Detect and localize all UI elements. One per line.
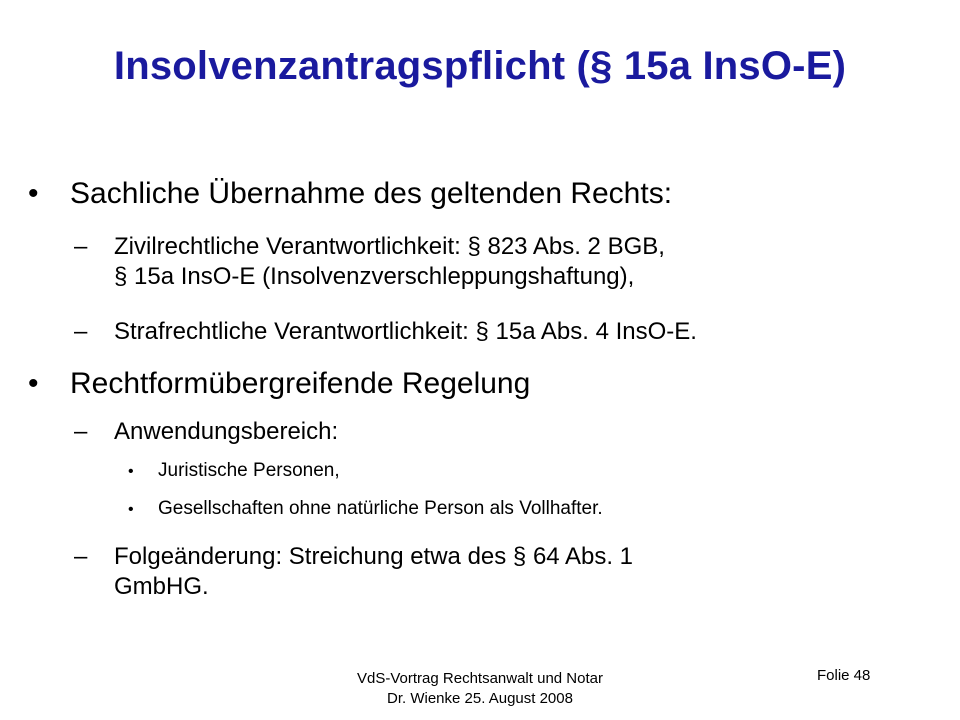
sub-bullet-line: Anwendungsbereich: bbox=[114, 418, 339, 445]
slide-title: Insolvenzantragspflicht (§ 15a InsO-E) bbox=[113, 44, 847, 88]
sub-sub-bullet-item bbox=[128, 459, 340, 484]
bullet-item bbox=[28, 176, 672, 212]
slide-number: Folie 48 bbox=[817, 667, 871, 684]
sub-bullet-item bbox=[74, 317, 697, 347]
sub-sub-bullet-text: Gesellschaften ohne natürliche Person als Vollhafter. bbox=[158, 498, 603, 519]
dash-marker: – bbox=[74, 318, 88, 345]
sub-bullet-line: GmbHG. bbox=[114, 573, 209, 600]
footer-line: Dr. Wienke 25. August 2008 bbox=[387, 690, 573, 707]
sub-bullet-line: Folgeänderung: Streichung etwa des § 64 Abs. 1 bbox=[114, 543, 634, 570]
sub-sub-bullet-text: Juristische Personen, bbox=[158, 460, 340, 481]
bullet-item bbox=[28, 366, 530, 402]
bullet-marker: • bbox=[128, 501, 134, 518]
sub-bullet-line: Strafrechtliche Verantwortlichkeit: § 15a Abs. 4 InsO-E. bbox=[114, 318, 697, 345]
bullet-marker: • bbox=[28, 367, 39, 400]
dash-marker: – bbox=[74, 543, 88, 570]
sub-bullet-item bbox=[74, 232, 665, 292]
sub-bullet-line: Zivilrechtliche Verantwortlichkeit: § 823 Abs. 2 BGB, bbox=[114, 233, 665, 260]
dash-marker: – bbox=[74, 233, 88, 260]
bullet-marker: • bbox=[28, 177, 39, 210]
slide-footer bbox=[300, 669, 660, 709]
bullet-text: Sachliche Übernahme des geltenden Rechts: bbox=[70, 177, 673, 210]
sub-bullet-item bbox=[74, 542, 633, 602]
footer-line: VdS-Vortrag Rechtsanwalt und Notar bbox=[357, 670, 603, 687]
sub-bullet-line: § 15a InsO-E (Insolvenzverschleppungshaftung), bbox=[114, 263, 635, 290]
sub-sub-bullet-item bbox=[128, 497, 603, 522]
bullet-text: Rechtformübergreifende Regelung bbox=[70, 367, 531, 400]
sub-bullet-item bbox=[74, 417, 338, 447]
dash-marker: – bbox=[74, 418, 88, 445]
bullet-marker: • bbox=[128, 463, 134, 480]
